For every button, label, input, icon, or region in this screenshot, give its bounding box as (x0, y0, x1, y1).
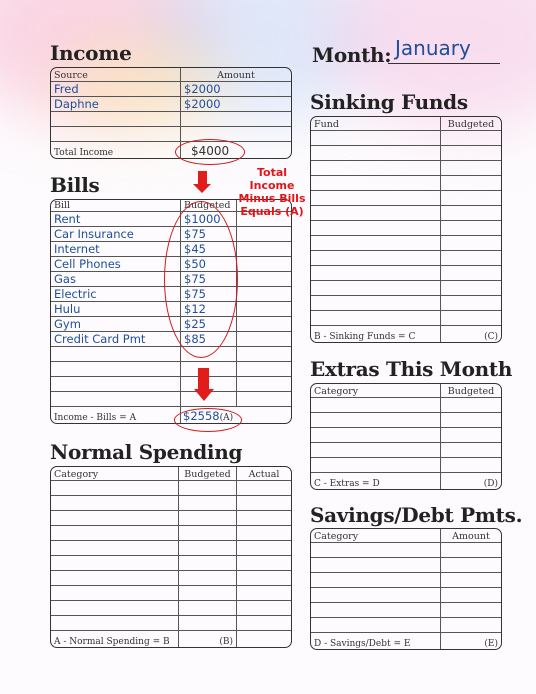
bills-col-budgeted: Budgeted (181, 200, 237, 212)
bill-amount-cell[interactable]: $75 (181, 287, 237, 302)
savings-category-cell[interactable] (311, 543, 441, 558)
normal-budgeted-cell[interactable] (179, 496, 237, 511)
sinking-budgeted-cell[interactable] (441, 176, 501, 191)
normal-budgeted-cell[interactable] (179, 511, 237, 526)
normal-actual-cell[interactable] (237, 616, 291, 631)
extras-budgeted-cell[interactable] (441, 398, 501, 413)
bill-extra-cell[interactable] (237, 392, 291, 407)
normal-category-cell[interactable] (51, 511, 179, 526)
savings-col-amount: Amount (441, 529, 501, 543)
normal-spending-heading: Normal Spending (50, 440, 243, 464)
income-empty-cell[interactable] (51, 127, 181, 142)
bill-extra-cell[interactable] (237, 377, 291, 392)
bill-name-cell[interactable] (51, 347, 181, 362)
sinking-fund-cell[interactable] (311, 176, 441, 191)
normal-footer-label: A - Normal Spending = B (51, 631, 179, 647)
arrow-down-icon-head (193, 184, 211, 193)
sinking-fund-cell[interactable] (311, 281, 441, 296)
bill-name-cell[interactable]: Hulu (51, 302, 181, 317)
sinking-funds-table (310, 116, 502, 343)
savings-amount-cell[interactable] (441, 603, 501, 618)
bill-name-cell[interactable]: Electric (51, 287, 181, 302)
normal-budgeted-cell[interactable] (179, 556, 237, 571)
normal-budgeted-cell[interactable] (179, 481, 237, 496)
extras-budgeted-cell[interactable] (441, 458, 501, 473)
extras-col-category: Category (311, 384, 441, 398)
bill-name-cell[interactable]: Cell Phones (51, 257, 181, 272)
bill-extra-cell[interactable] (237, 332, 291, 347)
normal-col-category: Category (51, 467, 179, 481)
arrow-down-icon (198, 171, 207, 185)
income-minus-bills-value[interactable]: $2558 (183, 409, 220, 423)
normal-budgeted-cell[interactable] (179, 571, 237, 586)
normal-actual-cell[interactable] (237, 481, 291, 496)
sinking-fund-cell[interactable] (311, 146, 441, 161)
normal-actual-cell[interactable] (237, 511, 291, 526)
income-table (50, 67, 292, 159)
extras-category-cell[interactable] (311, 413, 441, 428)
bill-extra-cell[interactable] (237, 257, 291, 272)
bill-amount-cell[interactable]: $85 (181, 332, 237, 347)
sinking-col-budgeted: Budgeted (441, 117, 501, 131)
normal-footer-marker: (B) (179, 631, 237, 647)
normal-actual-cell[interactable] (237, 541, 291, 556)
bill-extra-cell[interactable] (237, 362, 291, 377)
bill-extra-cell[interactable] (237, 287, 291, 302)
income-empty-cell[interactable] (51, 112, 181, 127)
sinking-fund-cell[interactable] (311, 131, 441, 146)
savings-category-cell[interactable] (311, 588, 441, 603)
sinking-budgeted-cell[interactable] (441, 281, 501, 296)
bill-amount-cell[interactable]: $50 (181, 257, 237, 272)
bills-result-highlight-circle (174, 408, 242, 432)
sinking-budgeted-cell[interactable] (441, 251, 501, 266)
bill-name-cell[interactable] (51, 392, 181, 407)
arrow-down-icon-head (194, 389, 214, 401)
normal-actual-cell[interactable] (237, 601, 291, 616)
sinking-budgeted-cell[interactable] (441, 296, 501, 311)
bill-name-cell[interactable]: Gym (51, 317, 181, 332)
normal-category-cell[interactable] (51, 526, 179, 541)
income-heading: Income (50, 41, 132, 65)
sinking-col-fund: Fund (311, 117, 441, 131)
bill-amount-cell[interactable]: $75 (181, 272, 237, 287)
bill-amount-cell[interactable] (181, 362, 237, 377)
savings-amount-cell[interactable] (441, 558, 501, 573)
normal-col-actual: Actual (237, 467, 291, 481)
bill-amount-cell[interactable]: $1000 (181, 212, 237, 227)
income-empty-cell[interactable] (181, 112, 291, 127)
bill-extra-cell[interactable] (237, 302, 291, 317)
sinking-fund-cell[interactable] (311, 191, 441, 206)
sinking-budgeted-cell[interactable] (441, 236, 501, 251)
bills-col-bill: Bill (51, 200, 181, 212)
sinking-budgeted-cell[interactable] (441, 146, 501, 161)
bill-extra-cell[interactable] (237, 242, 291, 257)
bills-amounts-highlight-oval (164, 201, 238, 358)
sinking-fund-cell[interactable] (311, 161, 441, 176)
sinking-fund-cell[interactable] (311, 206, 441, 221)
income-amount-cell[interactable]: $2000 (181, 82, 291, 97)
bill-amount-cell[interactable]: $12 (181, 302, 237, 317)
bills-heading: Bills (50, 173, 100, 197)
bill-amount-cell[interactable]: $25 (181, 317, 237, 332)
extras-budgeted-cell[interactable] (441, 413, 501, 428)
sinking-budgeted-cell[interactable] (441, 206, 501, 221)
savings-debt-heading: Savings/Debt Pmts. (310, 503, 523, 527)
bills-footer-label: Income - Bills = A (51, 407, 181, 423)
extras-budgeted-cell[interactable] (441, 443, 501, 458)
total-income-value[interactable]: $4000 (191, 144, 230, 158)
sinking-fund-cell[interactable] (311, 236, 441, 251)
bills-footer-marker: (A) (219, 413, 234, 423)
arrow-down-icon (198, 368, 209, 390)
extras-footer-label: C - Extras = D (311, 473, 441, 489)
month-underline (388, 63, 500, 64)
sinking-budgeted-cell[interactable] (441, 266, 501, 281)
savings-footer-marker: (E) (484, 639, 498, 649)
savings-amount-cell[interactable] (441, 588, 501, 603)
extras-category-cell[interactable] (311, 443, 441, 458)
normal-footer-blank[interactable] (237, 631, 291, 647)
normal-actual-cell[interactable] (237, 586, 291, 601)
month-label: Month: (312, 43, 392, 67)
savings-category-cell[interactable] (311, 603, 441, 618)
sinking-budgeted-cell[interactable] (441, 311, 501, 326)
bill-name-cell[interactable] (51, 377, 181, 392)
normal-budgeted-cell[interactable] (179, 616, 237, 631)
normal-category-cell[interactable] (51, 481, 179, 496)
extras-table (310, 383, 502, 490)
normal-actual-cell[interactable] (237, 571, 291, 586)
bill-extra-cell[interactable] (237, 227, 291, 242)
normal-spending-table (50, 466, 292, 648)
sinking-fund-cell[interactable] (311, 251, 441, 266)
normal-actual-cell[interactable] (237, 496, 291, 511)
extras-category-cell[interactable] (311, 398, 441, 413)
savings-category-cell[interactable] (311, 618, 441, 633)
bill-name-cell[interactable] (51, 362, 181, 377)
normal-category-cell[interactable] (51, 616, 179, 631)
normal-actual-cell[interactable] (237, 556, 291, 571)
sinking-footer-marker: (C) (484, 332, 498, 342)
savings-debt-table (310, 528, 502, 650)
income-amount-cell[interactable]: $2000 (181, 97, 291, 112)
normal-category-cell[interactable] (51, 571, 179, 586)
normal-category-cell[interactable] (51, 496, 179, 511)
extras-heading: Extras This Month (310, 357, 513, 381)
bill-name-cell[interactable]: Rent (51, 212, 181, 227)
income-source-cell[interactable]: Fred (51, 82, 181, 97)
savings-category-cell[interactable] (311, 573, 441, 588)
normal-category-cell[interactable] (51, 601, 179, 616)
savings-amount-cell[interactable] (441, 618, 501, 633)
normal-col-budgeted: Budgeted (179, 467, 237, 481)
income-minus-bills-note: Total Income Minus Bills Equals (A) (238, 166, 306, 218)
savings-amount-cell[interactable] (441, 543, 501, 558)
savings-amount-cell[interactable] (441, 573, 501, 588)
bill-name-cell[interactable]: Gas (51, 272, 181, 287)
bill-name-cell[interactable]: Internet (51, 242, 181, 257)
normal-budgeted-cell[interactable] (179, 526, 237, 541)
sinking-budgeted-cell[interactable] (441, 161, 501, 176)
normal-category-cell[interactable] (51, 556, 179, 571)
normal-budgeted-cell[interactable] (179, 601, 237, 616)
sinking-fund-cell[interactable] (311, 221, 441, 236)
savings-col-category: Category (311, 529, 441, 543)
total-income-highlight-circle (175, 139, 245, 165)
normal-budgeted-cell[interactable] (179, 541, 237, 556)
total-income-label: Total Income (51, 142, 181, 158)
bill-amount-cell[interactable]: $45 (181, 242, 237, 257)
normal-budgeted-cell[interactable] (179, 586, 237, 601)
bill-extra-cell[interactable] (237, 347, 291, 362)
sinking-budgeted-cell[interactable] (441, 191, 501, 206)
extras-footer-marker: (D) (483, 479, 498, 489)
bill-name-cell[interactable]: Car Insurance (51, 227, 181, 242)
extras-category-cell[interactable] (311, 458, 441, 473)
bill-extra-cell[interactable] (237, 317, 291, 332)
sinking-fund-cell[interactable] (311, 311, 441, 326)
bill-amount-cell[interactable]: $75 (181, 227, 237, 242)
normal-actual-cell[interactable] (237, 526, 291, 541)
savings-category-cell[interactable] (311, 558, 441, 573)
sinking-budgeted-cell[interactable] (441, 131, 501, 146)
sinking-footer-label: B - Sinking Funds = C (311, 326, 441, 342)
normal-category-cell[interactable] (51, 541, 179, 556)
sinking-fund-cell[interactable] (311, 296, 441, 311)
month-value[interactable]: January (395, 36, 471, 60)
sinking-fund-cell[interactable] (311, 266, 441, 281)
sinking-funds-heading: Sinking Funds (310, 90, 468, 114)
income-source-cell[interactable]: Daphne (51, 97, 181, 112)
bill-name-cell[interactable]: Credit Card Pmt (51, 332, 181, 347)
extras-category-cell[interactable] (311, 428, 441, 443)
income-col-source: Source (51, 68, 181, 82)
bill-extra-cell[interactable] (237, 272, 291, 287)
savings-footer-label: D - Savings/Debt = E (311, 633, 441, 649)
extras-budgeted-cell[interactable] (441, 428, 501, 443)
income-col-amount: Amount (181, 68, 291, 82)
normal-category-cell[interactable] (51, 586, 179, 601)
sinking-budgeted-cell[interactable] (441, 221, 501, 236)
extras-col-budgeted: Budgeted (441, 384, 501, 398)
